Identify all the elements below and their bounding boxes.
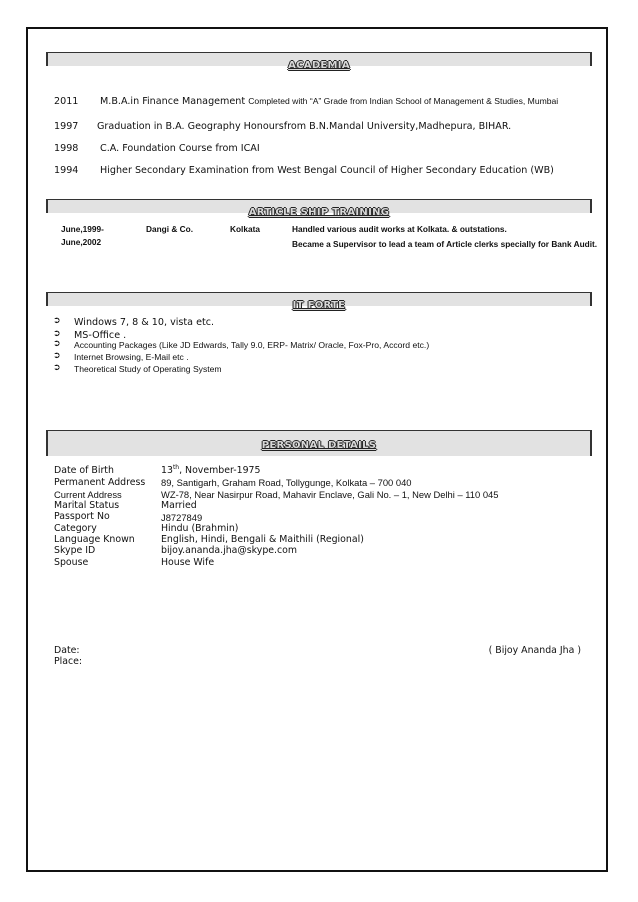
bullet-arrow-icon: ➲ bbox=[53, 316, 61, 326]
bullet-arrow-icon: ➲ bbox=[53, 329, 61, 339]
date-label: Date: bbox=[54, 645, 80, 656]
skill-item: Windows 7, 8 & 10, vista etc. bbox=[74, 317, 215, 328]
permanent-address-value: 89, Santigarh, Graham Road, Tollygunge, Kolkata – 700 040 bbox=[161, 477, 412, 488]
academia-row bbox=[54, 165, 554, 176]
degree: Graduation in B.A. Geography Honoursfrom B.N.Mandal University,Madhepura, BIHAR. bbox=[97, 121, 512, 132]
dob-day: 13 bbox=[161, 465, 173, 477]
bullet-arrow-icon: ➲ bbox=[53, 363, 61, 373]
current-address-label: Current Address bbox=[54, 489, 122, 500]
heading-text: IT FORTE bbox=[292, 300, 346, 311]
passport-value: J8727849 bbox=[161, 512, 203, 523]
dob-suffix: th bbox=[172, 464, 180, 471]
academia-row bbox=[54, 121, 512, 132]
article-period-start: June,1999- bbox=[61, 224, 104, 234]
section-heading-academia bbox=[46, 52, 592, 71]
dob-value bbox=[161, 464, 260, 476]
degree: M.B.A.in Finance Management bbox=[100, 96, 246, 107]
academia-row bbox=[54, 96, 559, 107]
section-heading-it-forte bbox=[46, 292, 592, 311]
permanent-address-label: Permanent Address bbox=[54, 477, 146, 488]
skype-label: Skype ID bbox=[54, 545, 96, 556]
marital-status-value: Married bbox=[161, 500, 197, 511]
skill-item: MS-Office . bbox=[74, 330, 127, 341]
section-heading-personal-details bbox=[46, 430, 592, 456]
skill-item: Accounting Packages (Like JD Edwards, Tally 9.0, ERP- Matrix/ Oracle, Fox-Pro, Accord etc.) bbox=[74, 340, 430, 350]
skill-item: Internet Browsing, E-Mail etc . bbox=[74, 352, 189, 362]
heading-text: PERSONAL DETAILS bbox=[261, 440, 377, 451]
year: 1997 bbox=[54, 121, 79, 132]
place-label: Place: bbox=[54, 656, 83, 667]
spouse-value: House Wife bbox=[161, 557, 215, 568]
bullet-arrow-icon: ➲ bbox=[53, 339, 61, 349]
skill-item: Theoretical Study of Operating System bbox=[74, 364, 222, 374]
category-value: Hindu (Brahmin) bbox=[161, 523, 239, 534]
year: 1994 bbox=[54, 165, 79, 176]
heading-text: ARTICLE SHIP TRAINING bbox=[248, 207, 390, 218]
marital-status-label: Marital Status bbox=[54, 500, 120, 511]
spouse-label: Spouse bbox=[54, 557, 89, 568]
current-address-value: WZ-78, Near Nasirpur Road, Mahavir Enclave, Gali No. – 1, New Delhi – 110 045 bbox=[161, 489, 499, 500]
category-label: Category bbox=[54, 523, 97, 534]
article-city: Kolkata bbox=[230, 224, 260, 234]
section-heading-article-ship bbox=[46, 199, 592, 218]
skype-value: bijoy.ananda.jha@skype.com bbox=[161, 545, 298, 556]
dob-label: Date of Birth bbox=[54, 465, 114, 476]
language-value: English, Hindi, Bengali & Maithili (Regional) bbox=[161, 534, 364, 545]
article-firm: Dangi & Co. bbox=[146, 224, 194, 234]
heading-text: ACADEMIA bbox=[288, 60, 350, 71]
degree: Higher Secondary Examination from West Bengal Council of Higher Secondary Education (WB) bbox=[100, 165, 554, 176]
academia-row bbox=[54, 143, 260, 154]
year: 1998 bbox=[54, 143, 79, 154]
academia-text bbox=[100, 96, 558, 107]
article-duty: Became a Supervisor to lead a team of Article clerks specially for Bank Audit. bbox=[292, 239, 598, 249]
degree-detail: Completed with “A” Grade from Indian School of Management & Studies, Mumbai bbox=[248, 96, 559, 106]
year: 2011 bbox=[54, 96, 79, 107]
article-period-end: June,2002 bbox=[61, 237, 102, 247]
signature-name: ( Bijoy Ananda Jha ) bbox=[488, 645, 581, 656]
article-duty: Handled various audit works at Kolkata. & outstations. bbox=[292, 224, 507, 234]
passport-label: Passport No bbox=[54, 511, 110, 522]
dob-month-year: , November-1975 bbox=[179, 465, 261, 477]
bullet-arrow-icon: ➲ bbox=[53, 351, 61, 361]
language-label: Language Known bbox=[54, 534, 135, 545]
degree: C.A. Foundation Course from ICAI bbox=[100, 143, 260, 154]
